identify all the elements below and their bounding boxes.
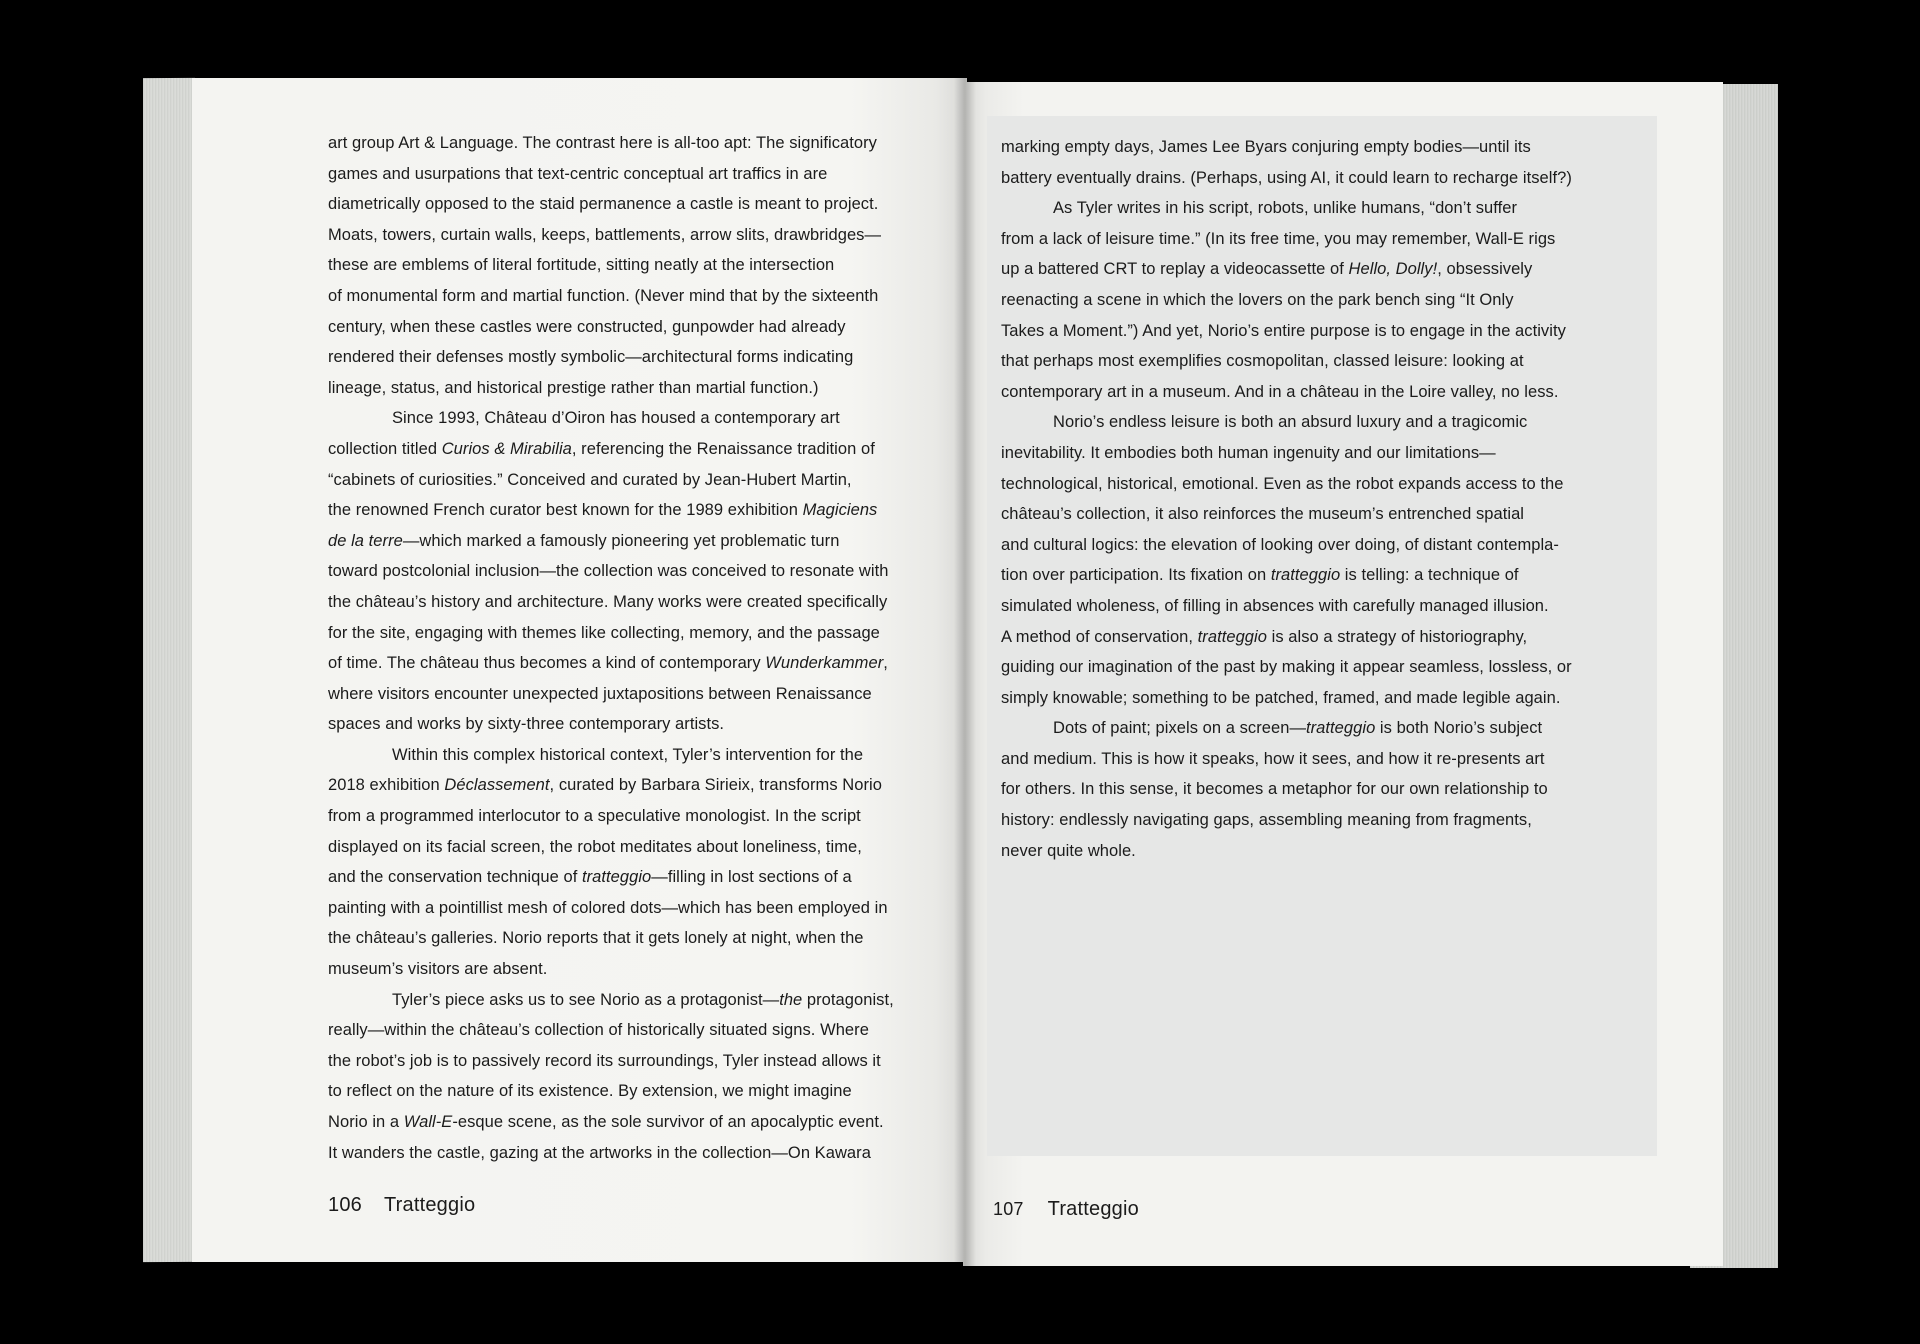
book-gutter	[954, 78, 976, 1268]
text-run: A method of conservation,	[1001, 627, 1198, 646]
italic-run: Déclassement	[444, 776, 550, 795]
italic-run: Hello, Dolly!	[1348, 260, 1438, 279]
italic-run: tratteggio	[1306, 719, 1376, 738]
text-line	[1001, 560, 1611, 591]
right-page	[963, 82, 1723, 1266]
text-run: Norio in a	[328, 1113, 404, 1131]
text-line	[1001, 622, 1611, 653]
italic-run: de la terre	[328, 531, 403, 550]
left-page-body	[328, 128, 928, 1168]
text-run: and the conservation technique of	[328, 868, 582, 887]
right-folio	[993, 1198, 1139, 1221]
text-line: that perhaps most exemplifies cosmopolitan, classed leisure: looking at	[1001, 352, 1524, 371]
right-page-body	[1001, 132, 1611, 866]
text-line: technological, historical, emotional. Even as the robot expands access to the	[1001, 474, 1564, 493]
text-line: where visitors encounter unexpected juxtapositions between Renaissance	[328, 684, 872, 703]
text-line: Norio’s endless leisure is both an absurd luxury and a tragicomic	[1053, 413, 1528, 432]
text-line: from a lack of leisure time.” (In its free time, you may remember, Wall-E rigs	[1001, 229, 1556, 248]
text-line: Since 1993, Château d’Oiron has housed a contemporary art	[392, 409, 840, 428]
text-line	[328, 434, 928, 465]
text-line	[328, 862, 928, 893]
text-line: marking empty days, James Lee Byars conjuring empty bodies—until its	[1001, 138, 1531, 156]
text-line	[328, 648, 928, 679]
text-run: 2018 exhibition	[328, 776, 445, 795]
text-line: and medium. This is how it speaks, how it sees, and how it re-presents art	[1001, 749, 1545, 768]
text-line: from a programmed interlocutor to a speculative monologist. In the script	[328, 807, 861, 826]
text-run: , curated by Barbara Sirieix, transforms Norio	[549, 776, 882, 795]
text-line: battery eventually drains. (Perhaps, using AI, it could learn to recharge itself?)	[1001, 168, 1572, 187]
page-number: 106	[328, 1194, 362, 1216]
text-line: and cultural logics: the elevation of looking over doing, of distant contempla-	[1001, 535, 1559, 554]
italic-run: Magiciens	[802, 501, 878, 520]
text-run: is also a strategy of historiography,	[1266, 627, 1528, 646]
text-line: painting with a pointillist mesh of colored dots—which has been employed in	[328, 898, 888, 917]
italic-run: tratteggio	[581, 868, 652, 887]
text-line: museum’s visitors are absent.	[328, 960, 548, 979]
text-line: lineage, status, and historical prestige rather than martial function.)	[328, 378, 819, 397]
text-line	[328, 495, 928, 526]
italic-run: Wunderkammer	[765, 654, 884, 673]
running-title: Tratteggio	[1047, 1198, 1139, 1220]
text-line: never quite whole.	[1001, 841, 1136, 860]
text-run: collection titled	[328, 439, 442, 458]
text-line: the château’s galleries. Norio reports that it gets lonely at night, when the	[328, 929, 864, 948]
italic-run: tratteggio	[1270, 566, 1341, 585]
text-run: of time. The château thus becomes a kind of contemporary	[328, 654, 766, 673]
text-run: , obsessively	[1437, 260, 1533, 279]
text-run: , referencing the Renaissance tradition of	[571, 439, 875, 458]
text-line	[328, 1107, 928, 1138]
text-run: tion over participation. Its fixation on	[1001, 566, 1271, 585]
text-line: for others. In this sense, it becomes a metaphor for our own relationship to	[1001, 780, 1548, 799]
text-line: century, when these castles were constructed, gunpowder had already	[328, 317, 846, 336]
text-line: diametrically opposed to the staid permanence a castle is meant to project.	[328, 195, 879, 214]
text-line: to reflect on the nature of its existence. By extension, we might imagine	[328, 1082, 852, 1101]
text-line: the château’s history and architecture. Many works were created specifically	[328, 592, 888, 611]
text-line	[328, 985, 928, 1016]
text-line: inevitability. It embodies both human ingenuity and our limitations—	[1001, 443, 1496, 462]
text-line	[1001, 254, 1611, 285]
text-line: It wanders the castle, gazing at the artworks in the collection—On Kawara	[328, 1143, 871, 1162]
text-line: château’s collection, it also reinforces the museum’s entrenched spatial	[1001, 505, 1525, 524]
text-line: Within this complex historical context, Tyler’s intervention for the	[392, 745, 864, 764]
text-line: Takes a Moment.”) And yet, Norio’s entire purpose is to engage in the activity	[1001, 321, 1566, 340]
text-line: “cabinets of curiosities.” Conceived and curated by Jean-Hubert Martin,	[328, 470, 852, 489]
text-line: toward postcolonial inclusion—the collection was conceived to resonate with	[328, 562, 889, 581]
text-line: games and usurpations that text-centric conceptual art traffics in are	[328, 164, 828, 183]
text-run: up a battered CRT to replay a videocassette of	[1001, 260, 1349, 279]
italic-run: the	[779, 990, 803, 1009]
text-line	[328, 770, 928, 801]
text-line: simulated wholeness, of filling in absences with carefully managed illusion.	[1001, 596, 1549, 615]
text-line: reenacting a scene in which the lovers on the park bench sing “It Only	[1001, 290, 1514, 309]
text-line: rendered their defenses mostly symbolic—architectural forms indicating	[328, 348, 854, 367]
text-run: Dots of paint; pixels on a screen—	[1053, 719, 1306, 738]
text-line: art group Art & Language. The contrast here is all-too apt: The significatory	[328, 134, 877, 152]
text-run: the renowned French curator best known for the 1989 exhibition	[328, 501, 803, 520]
text-run: -esque scene, as the sole survivor of an apocalyptic event.	[452, 1113, 884, 1131]
text-line: these are emblems of literal fortitude, sitting neatly at the intersection	[328, 256, 835, 275]
text-line: of monumental form and martial function. (Never mind that by the sixteenth	[328, 286, 879, 305]
italic-run: tratteggio	[1197, 627, 1267, 646]
left-folio	[328, 1194, 475, 1217]
text-line: contemporary art in a museum. And in a château in the Loire valley, no less.	[1001, 382, 1559, 401]
text-run: is both Norio’s subject	[1375, 719, 1543, 738]
text-line: displayed on its facial screen, the robot meditates about loneliness, time,	[328, 837, 862, 856]
text-line: guiding our imagination of the past by making it appear seamless, lossless, or	[1001, 658, 1572, 677]
text-run: ,	[883, 654, 888, 673]
running-title: Tratteggio	[383, 1194, 476, 1216]
text-run: —which marked a famously pioneering yet problematic turn	[402, 531, 840, 550]
italic-run: Wall-E	[403, 1113, 453, 1131]
page-edges-left	[143, 78, 195, 1262]
italic-run: Curios & Mirabilia	[441, 439, 572, 458]
text-line	[328, 526, 928, 557]
text-run: Tyler’s piece asks us to see Norio as a protagonist—	[392, 990, 780, 1009]
page-number: 107	[993, 1199, 1024, 1219]
text-line: Moats, towers, curtain walls, keeps, battlements, arrow slits, drawbridges—	[328, 225, 882, 244]
text-line: simply knowable; something to be patched, framed, and made legible again.	[1001, 688, 1561, 707]
left-page	[192, 78, 967, 1262]
text-run: is telling: a technique of	[1340, 566, 1519, 585]
text-run: —filling in lost sections of a	[651, 868, 852, 887]
text-line: history: endlessly navigating gaps, assembling meaning from fragments,	[1001, 811, 1532, 830]
text-line	[1001, 713, 1611, 744]
text-line: really—within the château’s collection of historically situated signs. Where	[328, 1021, 869, 1040]
text-line: As Tyler writes in his script, robots, unlike humans, “don’t suffer	[1053, 199, 1518, 218]
text-line: the robot’s job is to passively record its surroundings, Tyler instead allows it	[328, 1051, 881, 1070]
text-line: spaces and works by sixty-three contemporary artists.	[328, 715, 725, 734]
text-line: for the site, engaging with themes like collecting, memory, and the passage	[328, 623, 880, 642]
text-run: protagonist,	[802, 990, 894, 1009]
